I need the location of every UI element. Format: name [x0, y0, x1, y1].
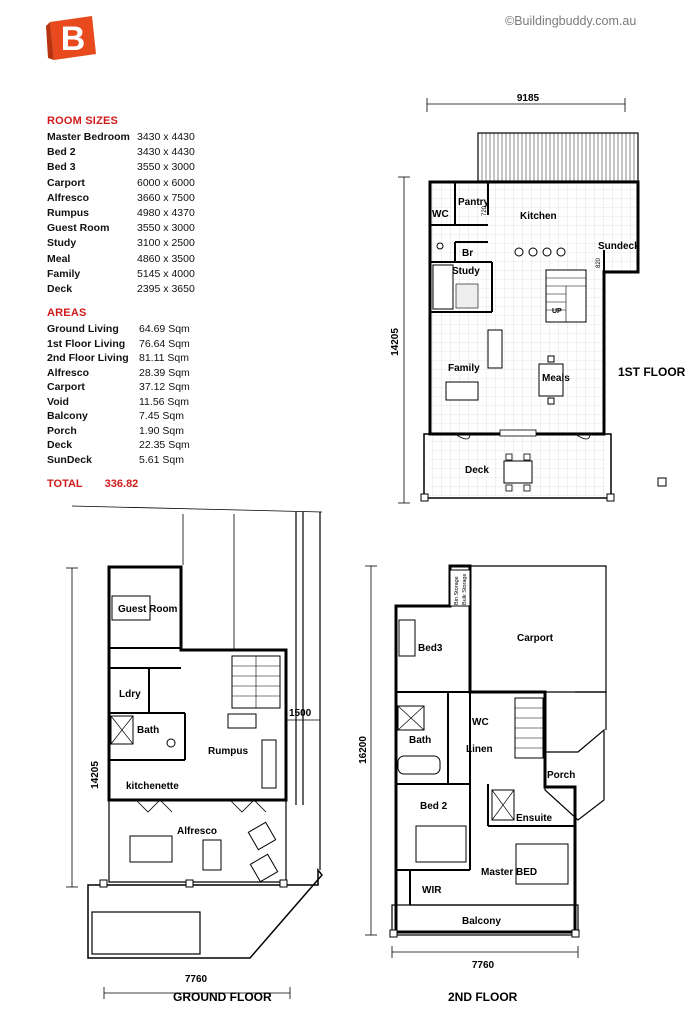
first-floor-title: 1ST FLOOR [618, 365, 686, 379]
sf-carport-label: Carport [517, 633, 554, 644]
gf-alfresco-label: Alfresco [177, 826, 218, 837]
gf-bath-label: Bath [137, 725, 160, 736]
sf-bin-storage-label: Bin Storage [454, 576, 460, 605]
ff-kitchen-label: Kitchen [520, 211, 557, 222]
room-size: 3550 x 3000 [137, 222, 195, 235]
room-size: 3550 x 3000 [137, 161, 195, 174]
room-name: Alfresco [47, 191, 90, 204]
gf-kitchenette-label: kitchenette [126, 781, 179, 792]
second-floor-title: 2ND FLOOR [448, 990, 518, 1004]
ground-floor-title: GROUND FLOOR [173, 990, 272, 1004]
sf-master-bed-label: Master BED [481, 867, 538, 878]
ff-br-label: Br [462, 248, 474, 259]
area-value: 5.61 Sqm [139, 453, 184, 466]
area-name: 1st Floor Living [47, 337, 126, 350]
sf-bed2-label: Bed 2 [420, 801, 448, 812]
area-name: Ground Living [47, 323, 119, 335]
sf-ensuite-label: Ensuite [516, 813, 553, 824]
logo-letter: B [60, 20, 86, 58]
sf-wir-label: WIR [422, 885, 442, 896]
gf-side-dim: 1500 [289, 708, 312, 719]
room-name: Family [47, 267, 81, 280]
ff-study-label: Study [452, 266, 480, 277]
room-size: 3660 x 7500 [137, 191, 195, 204]
gf-ldry-label: Ldry [119, 689, 141, 700]
area-value: 1.90 Sqm [139, 424, 184, 437]
ff-wc-label: WC [432, 209, 449, 220]
area-name: Carport [47, 381, 85, 393]
gf-width-dim: 7760 [184, 974, 208, 985]
sf-bulk-storage-label: Bulk Storage [462, 573, 468, 605]
area-value: 81.11 Sqm [139, 352, 190, 364]
room-name: Guest Room [47, 222, 110, 235]
second-floor-plan [358, 566, 606, 971]
area-name: Deck [47, 439, 73, 451]
room-size: 4860 x 3500 [137, 252, 195, 265]
sf-bed3-label: Bed3 [418, 643, 443, 654]
sf-linen-label: Linen [466, 744, 493, 755]
total-label: TOTAL [47, 478, 83, 490]
sf-porch-label: Porch [547, 770, 576, 781]
area-name: Balcony [47, 410, 88, 422]
ff-deck-label: Deck [465, 465, 489, 476]
room-name: Bed 2 [47, 146, 76, 159]
area-value: 28.39 Sqm [139, 366, 190, 379]
ff-roof [478, 133, 638, 181]
copyright-text: ©Buildingbuddy.com.au [505, 14, 637, 28]
room-sizes-heading: ROOM SIZES [47, 115, 119, 127]
area-name: Porch [47, 424, 77, 437]
ff-sundeck-label: Sundeck [598, 241, 640, 252]
ff-pantry-label: Pantry [458, 197, 490, 208]
room-size: 5145 x 4000 [137, 267, 195, 280]
ff-sundeck-dim: 820 [596, 257, 602, 268]
area-name: Void [47, 395, 69, 408]
area-value: 64.69 Sqm [139, 323, 190, 335]
room-name: Rumpus [47, 207, 89, 220]
area-name: 2nd Floor Living [47, 352, 129, 364]
gf-guest-room-label: Guest Room [118, 604, 178, 615]
room-name: Bed 3 [47, 161, 76, 174]
room-name: Carport [47, 176, 85, 189]
ff-pantry-dim: 720 [482, 205, 488, 216]
sf-width-dim: 7760 [471, 960, 495, 971]
area-value: 22.35 Sqm [139, 439, 190, 451]
total-value: 336.82 [104, 478, 139, 490]
room-name: Master Bedroom [47, 131, 130, 143]
room-name: Meal [47, 252, 71, 265]
ff-meals-label: Meals [542, 373, 570, 384]
ff-depth-dim: 14205 [390, 328, 401, 356]
ff-family-label: Family [448, 363, 480, 374]
ground-floor-plan [66, 506, 322, 999]
ff-stair-up: UP [552, 308, 562, 315]
room-name: Study [47, 237, 77, 250]
sf-depth-dim: 16200 [358, 736, 369, 764]
sf-wc-label: WC [472, 717, 489, 728]
room-size: 3100 x 2500 [137, 237, 195, 250]
areas-heading: AREAS [47, 307, 87, 319]
area-name: Alfresco [47, 366, 90, 379]
first-floor-plan [390, 93, 666, 503]
area-value: 7.45 Sqm [139, 410, 184, 422]
room-size: 3430 x 4430 [137, 131, 195, 143]
gf-rumpus-label: Rumpus [208, 746, 248, 757]
ff-width-dim: 9185 [516, 93, 540, 104]
sf-balcony-label: Balcony [462, 916, 501, 927]
room-size: 6000 x 6000 [137, 176, 195, 189]
area-value: 11.56 Sqm [139, 395, 190, 408]
area-value: 76.64 Sqm [139, 337, 190, 350]
room-size: 3430 x 4430 [137, 146, 195, 159]
gf-depth-dim: 14205 [90, 761, 101, 789]
area-value: 37.12 Sqm [139, 381, 190, 393]
room-size: 2395 x 3650 [137, 283, 195, 296]
sf-bath-label: Bath [409, 735, 432, 746]
area-name: SunDeck [47, 453, 92, 466]
room-size: 4980 x 4370 [137, 207, 195, 220]
room-name: Deck [47, 283, 73, 296]
